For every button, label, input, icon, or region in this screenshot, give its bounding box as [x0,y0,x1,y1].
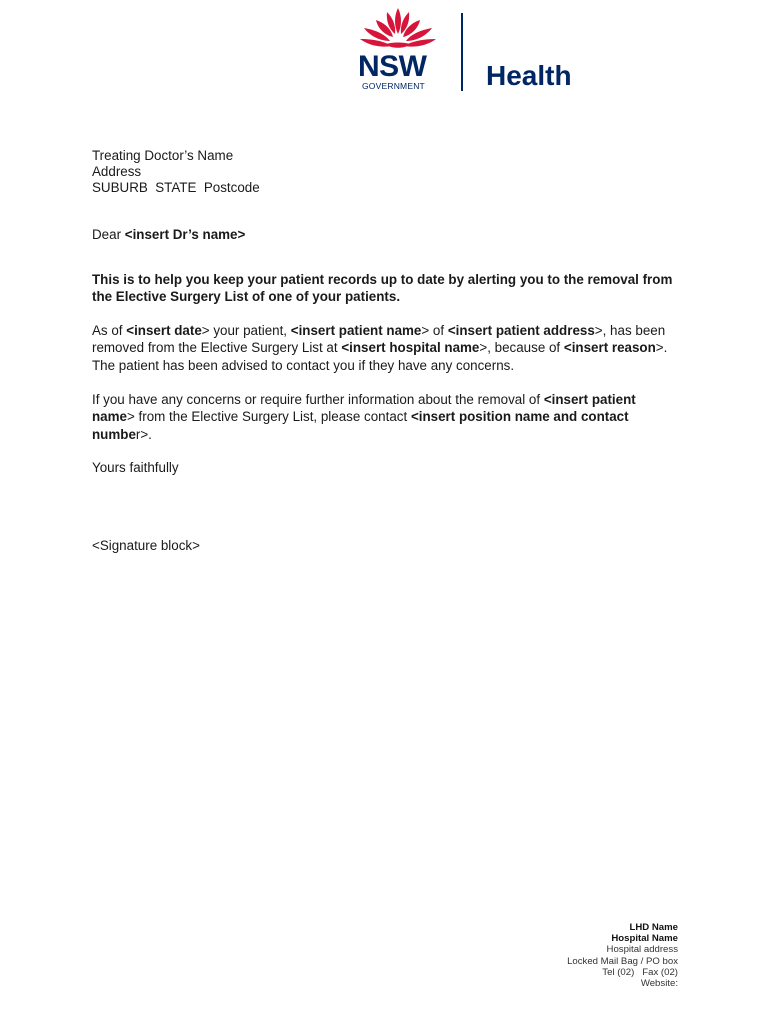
hospital-name-placeholder: <insert hospital name [341,340,480,356]
footer-hospital-address: Hospital address [606,944,678,956]
footer-website: Website: [640,978,678,990]
recipient-address: Address [92,164,142,179]
patient-name-placeholder-2: <insert patient name [92,392,636,425]
health-wordmark: Health [486,60,572,91]
p1-text-1: As of [92,323,127,338]
footer-mail-box: Locked Mail Bag / PO box [567,955,678,967]
p2-text-3: r>. [135,426,152,442]
footer-tel-fax: Tel (02) Fax (02) [602,966,678,978]
government-wordmark: GOVERNMENT [362,81,425,91]
p1-text-5: >, because of [479,340,564,356]
signature-block: <Signature block> [92,538,200,553]
nsw-wordmark: NSW [358,50,427,83]
dr-name-placeholder: <insert Dr’s name> [124,227,246,242]
p2-text-2: > from the Elective Surgery List, please contact [126,409,411,425]
footer-contact-block [567,922,678,989]
p1-text-4: >, has been removed from the Elective Surgery List at [92,323,666,356]
logo-divider [461,13,463,91]
nsw-health-logo [356,4,596,96]
footer-hospital-name: Hospital Name [611,933,678,945]
contact-placeholder: <insert position name and contact numbe [92,409,629,442]
patient-name-placeholder: <insert patient name [290,323,422,338]
date-placeholder: <insert date [126,323,202,338]
removal-paragraph [92,322,682,374]
patient-address-placeholder: <insert patient address [447,323,595,338]
recipient-address-block [92,148,682,196]
salutation-dear: Dear [92,227,125,242]
closing: Yours faithfully [92,460,179,475]
salutation [92,226,682,243]
p2-text-1: If you have any concerns or require further information about the removal of [92,392,544,407]
concerns-paragraph [92,391,682,443]
waratah-icon [356,4,456,54]
p1-text-3: > of [421,323,448,338]
recipient-suburb-line: SUBURB STATE Postcode [92,180,260,195]
footer-lhd-name: LHD Name [629,922,678,933]
reason-placeholder: <insert reason [563,340,656,356]
p1-text-6: >. The patient has been advised to contact you if they have any concerns. [92,340,675,373]
recipient-name: Treating Doctor’s Name [92,148,234,163]
intro-paragraph: This is to help you keep your patient records up to date by alerting you to the removal from the Elective Surgery List of one of your patients. [92,272,673,305]
p1-text-2: > your patient, [201,323,291,338]
